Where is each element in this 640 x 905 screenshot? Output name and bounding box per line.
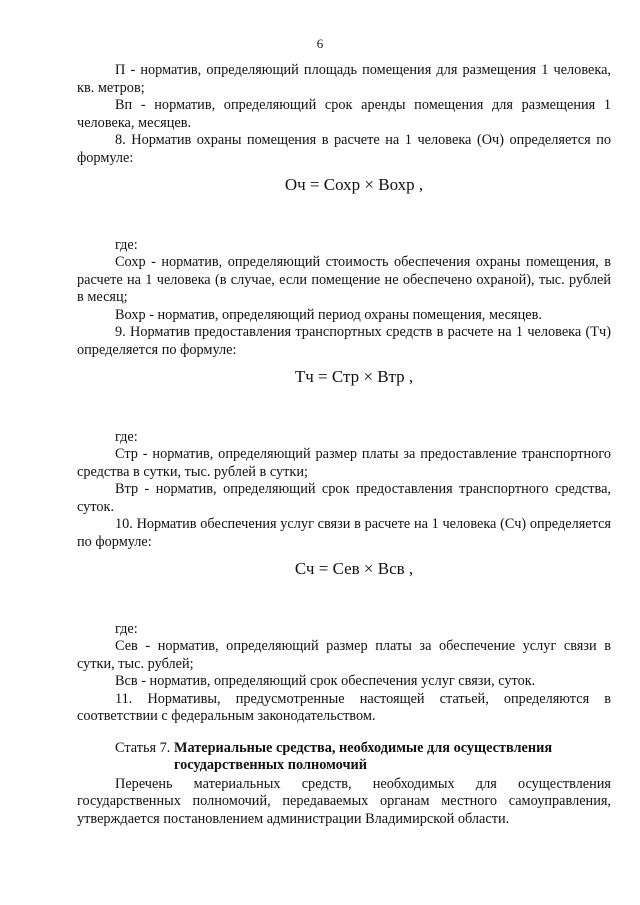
page-number: 6	[316, 36, 324, 51]
article-title-line1: Материальные средства, необходимые для осуществления	[173, 739, 553, 756]
document-body	[77, 62, 611, 828]
paragraph-vtr-norm: Втр - норматив, определяющий срок предоставления транспортного средства, суток.	[77, 481, 611, 515]
paragraph-vohr-norm: Вохр - норматив, определяющий период охраны помещения, месяцев.	[115, 306, 542, 323]
article-7-body: Перечень материальных средств, необходимых для осуществления государственных полномочий, передаваемых органам местного самоуправления, утверждается постановлением администрации Владимирской области.	[77, 775, 611, 827]
paragraph-vp-norm: Вп - норматив, определяющий срок аренды помещения для размещения 1 человека, месяцев.	[77, 97, 611, 131]
paragraph-vsv-norm: Всв - норматив, определяющий срок обеспечения услуг связи, суток.	[115, 673, 536, 689]
paragraph-p-norm: П - норматив, определяющий площадь помещения для размещения 1 человека, кв. метров;	[77, 62, 611, 96]
paragraph-item-9: 9. Норматив предоставления транспортных средств в расчете на 1 человека (Тч) определяется по формуле:	[77, 324, 611, 358]
formula-sch: Сч = Сев × Всв ,	[294, 559, 414, 578]
paragraph-item-11: 11. Нормативы, предусмотренные настоящей статьей, определяются в соответствии с федеральным законодательством.	[77, 690, 611, 724]
paragraph-sev-norm: Сев - норматив, определяющий размер платы за обеспечение услуг связи в сутки, тыс. рублей;	[77, 638, 611, 672]
formula-tch: Тч = Стр × Втр ,	[294, 367, 414, 386]
paragraph-str-norm: Стр - норматив, определяющий размер платы за предоставление транспортного средства в сутки, тыс. рублей в сутки;	[77, 446, 611, 480]
where-label: где:	[115, 620, 138, 637]
paragraph-item-10: 10. Норматив обеспечения услуг связи в расчете на 1 человека (Сч) определяется по формуле:	[77, 516, 611, 550]
where-label: где:	[115, 236, 138, 253]
article-title	[174, 740, 552, 775]
paragraph-sohr-norm: Сохр - норматив, определяющий стоимость обеспечения охраны помещения, в расчете на 1 человека (в случае, если помещение не обеспечено охраной), тыс. рублей в месяц;	[77, 254, 611, 305]
paragraph-item-8: 8. Норматив охраны помещения в расчете на 1 человека (Оч) определяется по формуле:	[77, 132, 611, 166]
article-label: Статья 7.	[115, 739, 174, 756]
article-7-heading	[77, 740, 611, 775]
formula-och: Оч = Сохр × Вохр ,	[284, 175, 424, 194]
where-label: где:	[115, 428, 138, 445]
article-title-line2: государственных полномочий	[173, 757, 367, 773]
